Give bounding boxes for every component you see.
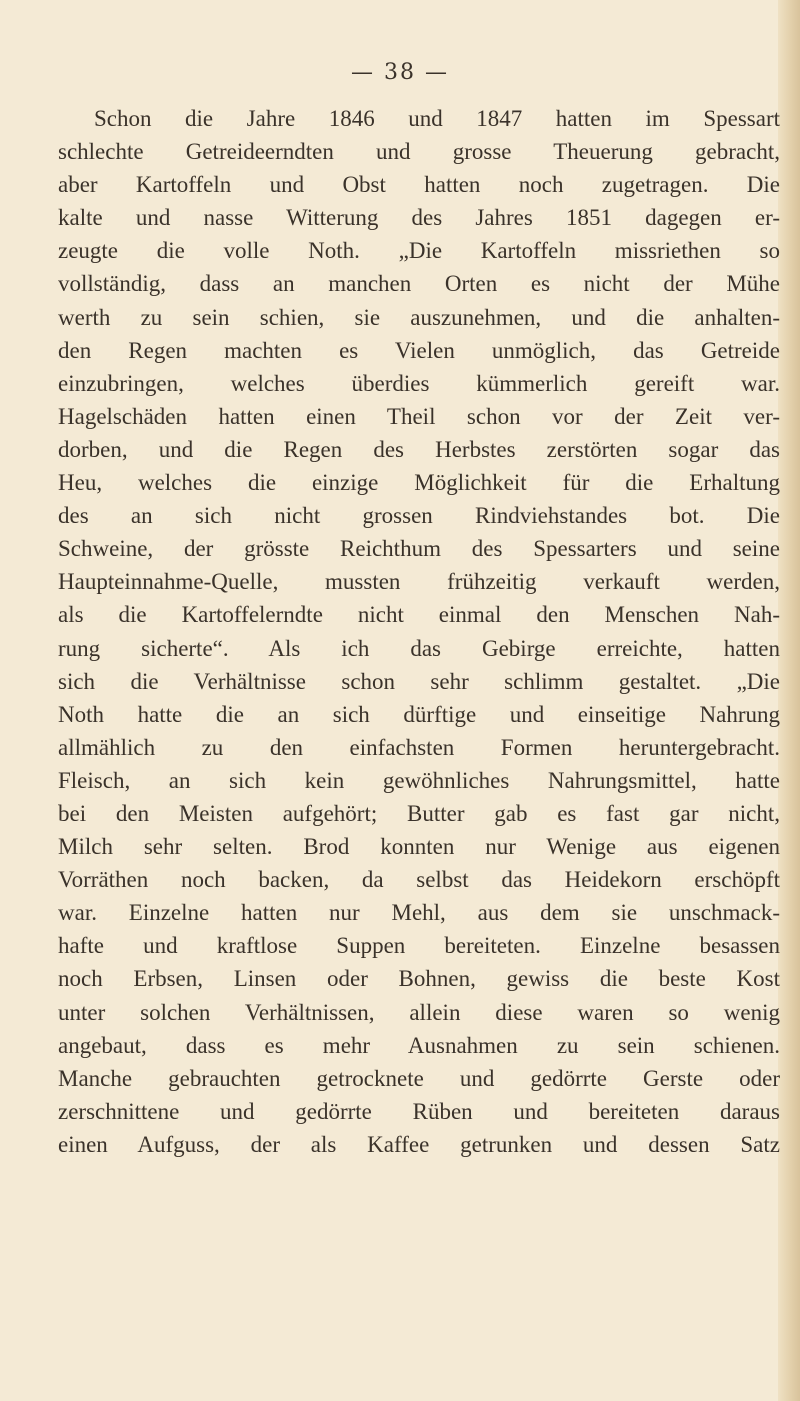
text-line: werth zu sein schien, sie auszunehmen, und die anhalten- [58, 304, 780, 330]
text-line: sich die Verhältnisse schon sehr schlimm gestaltet. „Die [58, 668, 780, 694]
text-line: unter solchen Verhältnissen, allein diese waren so wenig [58, 999, 780, 1025]
text-line: Hagelschäden hatten einen Theil schon vor der Zeit ver- [58, 403, 780, 429]
text-line: Milch sehr selten. Brod konnten nur Wenige aus eigenen [58, 834, 780, 860]
text-line: Heu, welches die einzige Möglichkeit für die Erhaltung [58, 470, 780, 496]
text-line: war. Einzelne hatten nur Mehl, aus dem sie unschmack- [58, 900, 780, 926]
text-line: zerschnittene und gedörrte Rüben und bereiteten daraus [58, 1098, 780, 1124]
text-line: schlechte Getreideerndten und grosse Theuerung gebracht, [58, 139, 780, 165]
text-line: vollständig, dass an manchen Orten es nicht der Mühe [58, 271, 780, 297]
text-line: hafte und kraftlose Suppen bereiteten. Einzelne besassen [58, 933, 780, 959]
text-line: kalte und nasse Witterung des Jahres 1851 dagegen er- [58, 205, 780, 231]
text-line: Noth hatte die an sich dürftige und einseitige Nahrung [58, 701, 780, 727]
text-line: Schon die Jahre 1846 und 1847 hatten im Spessart [94, 106, 780, 131]
text-line: aber Kartoffeln und Obst hatten noch zugetragen. Die [58, 172, 780, 198]
text-line: einen Aufguss, der als Kaffee getrunken und dessen Satz [58, 1131, 780, 1157]
text-line: Schweine, der grösste Reichthum des Spessarters und seine [58, 536, 780, 562]
text-line: Vorräthen noch backen, da selbst das Heidekorn erschöpft [58, 867, 780, 893]
text-line: als die Kartoffelerndte nicht einmal den Menschen Nah- [58, 602, 780, 628]
text-line: Fleisch, an sich kein gewöhnliches Nahrungsmittel, hatte [58, 767, 780, 793]
text-line: Haupteinnahme-Quelle, mussten frühzeitig verkauft werden, [58, 569, 780, 595]
body-text [58, 102, 780, 1161]
text-line: zeugte die volle Noth. „Die Kartoffeln missriethen so [58, 238, 780, 264]
text-line: Manche gebrauchten getrocknete und gedörrte Gerste oder [58, 1065, 780, 1091]
text-line: einzubringen, welches überdies kümmerlich gereift war. [58, 370, 780, 396]
page-edge-shadow [778, 0, 800, 1401]
text-line: den Regen machten es Vielen unmöglich, das Getreide [58, 337, 780, 363]
text-line: allmählich zu den einfachsten Formen heruntergebracht. [58, 734, 780, 760]
text-line: noch Erbsen, Linsen oder Bohnen, gewiss die beste Kost [58, 966, 780, 992]
text-line: des an sich nicht grossen Rindviehstandes bot. Die [58, 503, 780, 529]
page-number-header: — 38 — [351, 60, 449, 85]
text-line: bei den Meisten aufgehört; Butter gab es fast gar nicht, [58, 800, 780, 826]
text-line: angebaut, dass es mehr Ausnahmen zu sein schienen. [58, 1032, 780, 1058]
text-line: rung sicherte“. Als ich das Gebirge erreichte, hatten [58, 635, 780, 661]
text-line: dorben, und die Regen des Herbstes zerstörten sogar das [58, 436, 780, 462]
